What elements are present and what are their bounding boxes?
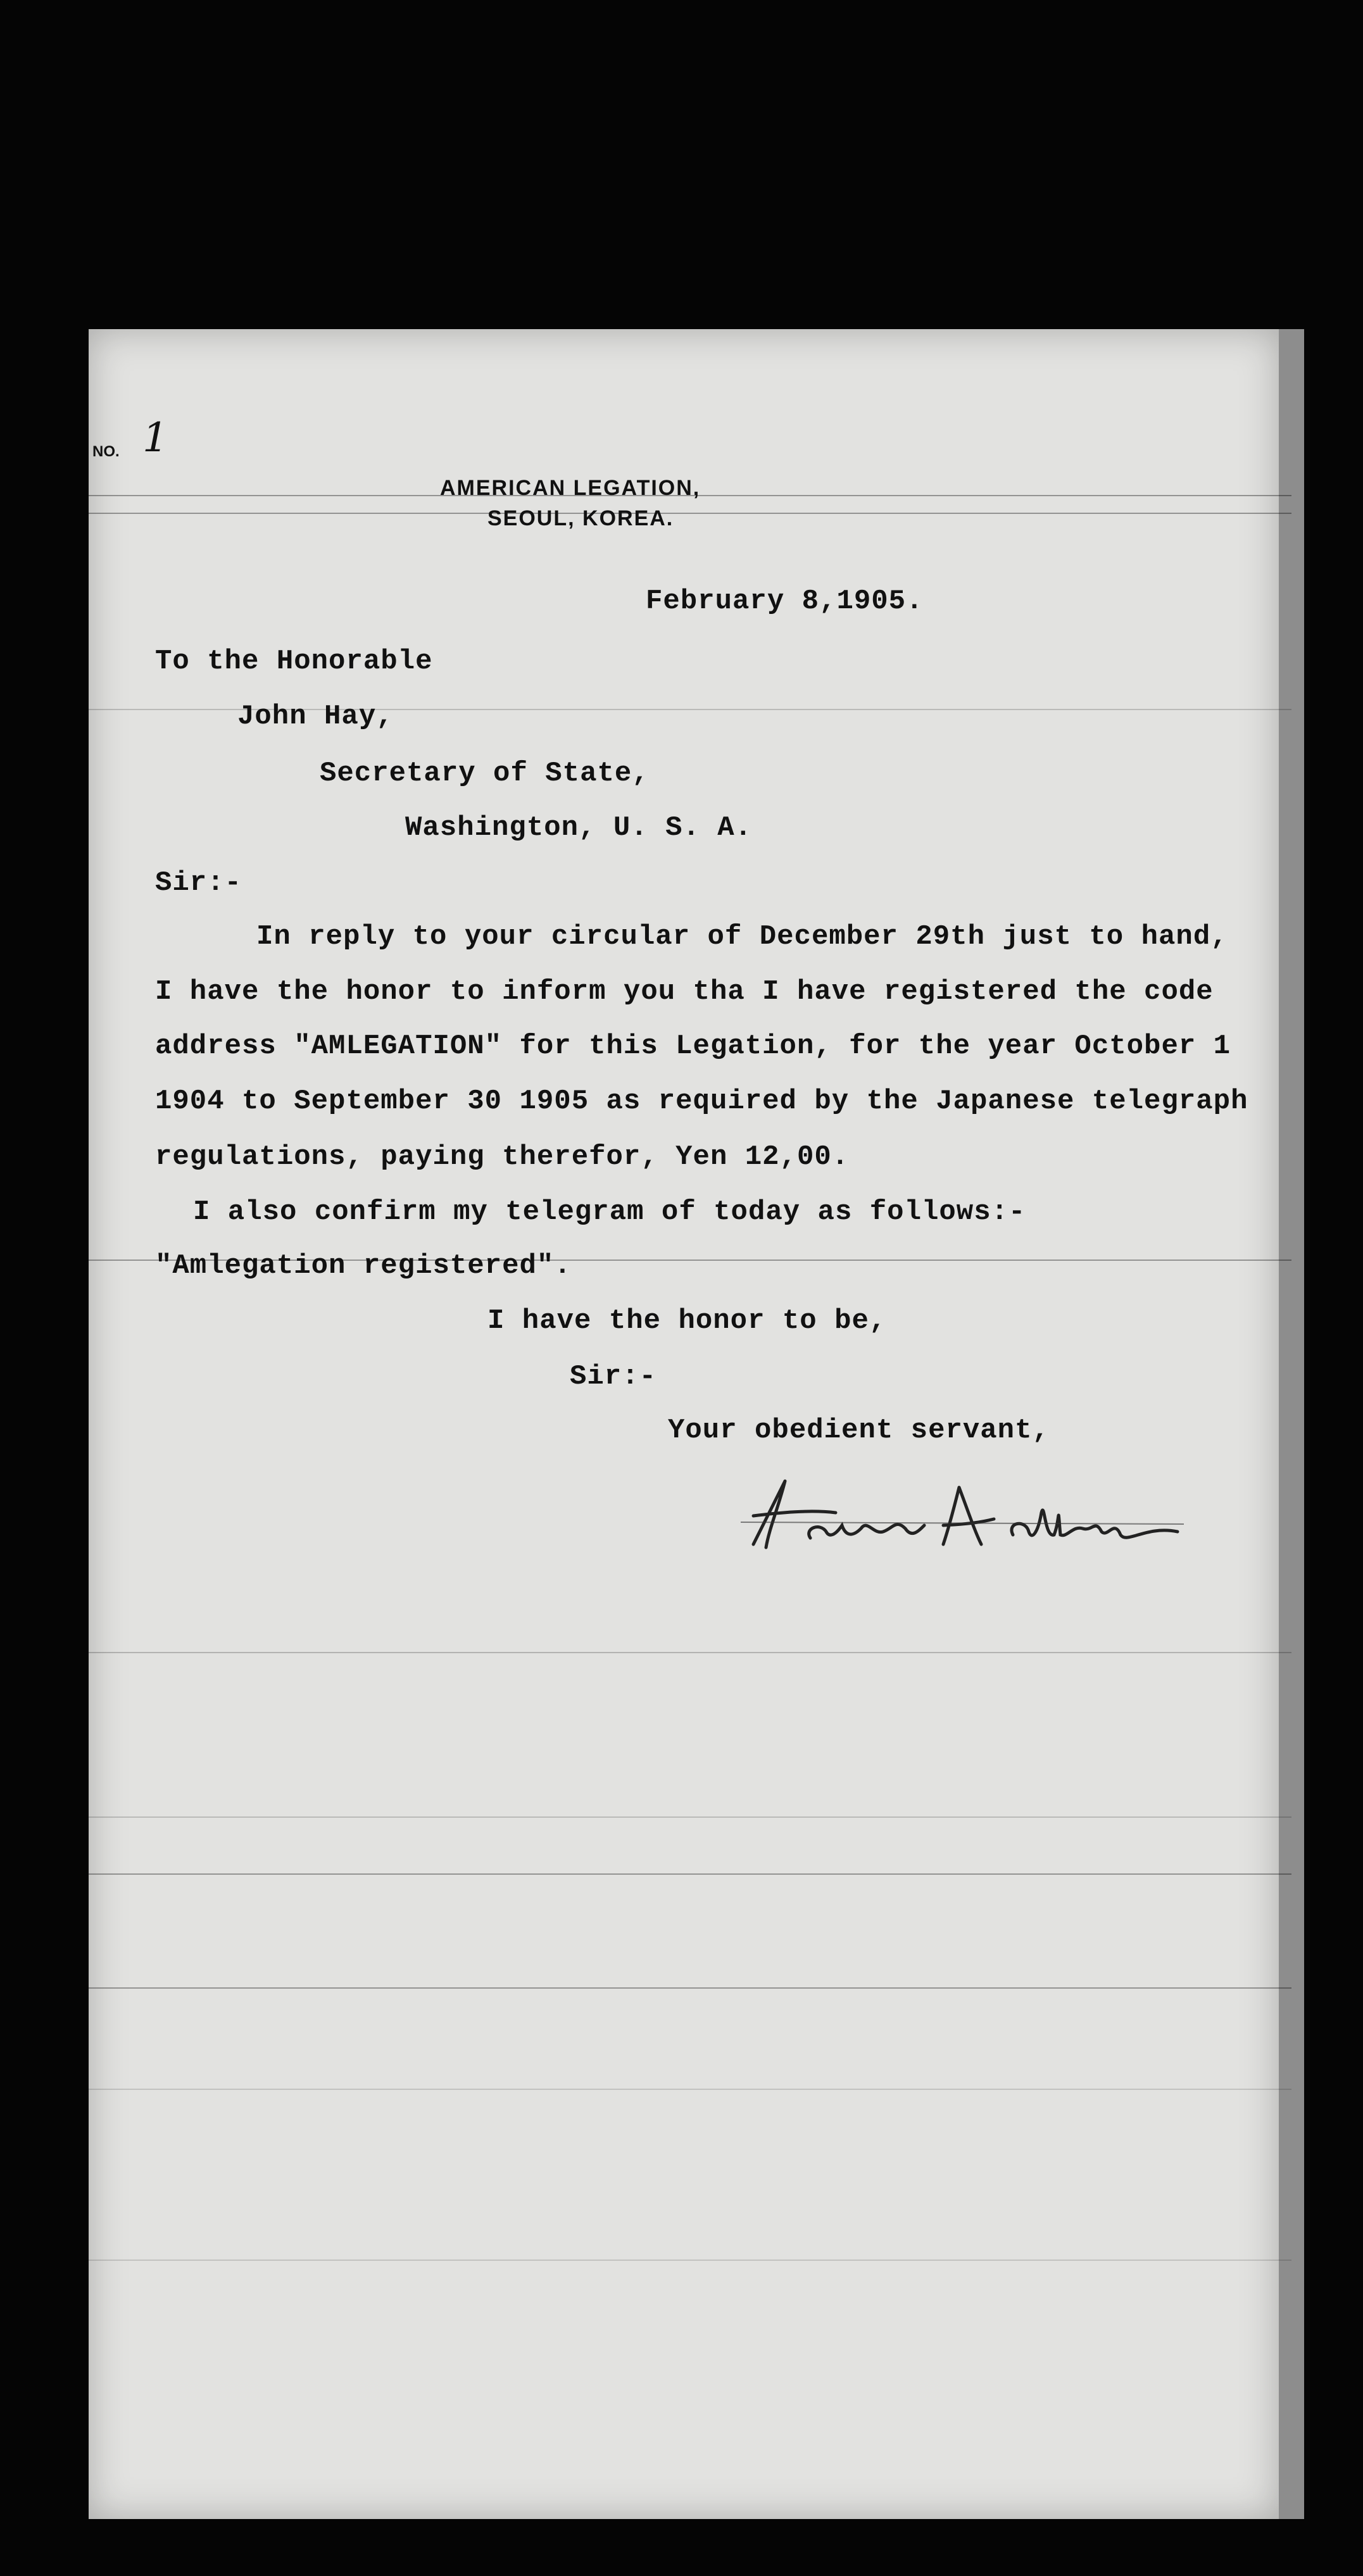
addressee-title: Secretary of State, <box>320 758 650 789</box>
handwritten-signature <box>741 1475 1197 1557</box>
addressee-line: To the Honorable <box>155 646 433 677</box>
body-line: regulations, paying therefor, Yen 12,00. <box>155 1141 850 1173</box>
letterhead-location: SEOUL, KOREA. <box>487 506 674 530</box>
number-value: 1 <box>142 415 168 461</box>
letterhead-legation: AMERICAN LEGATION, <box>440 476 701 500</box>
film-scratch <box>89 1873 1291 1875</box>
film-scratch <box>89 1652 1291 1653</box>
body-line: In reply to your circular of December 29th just to hand, <box>256 921 1228 953</box>
closing-line: Your obedient servant, <box>668 1415 1050 1446</box>
salutation: Sir:- <box>155 867 242 899</box>
closing-line: I have the honor to be, <box>487 1305 887 1337</box>
number-label: NO. <box>92 443 120 460</box>
body-line: I have the honor to inform you tha I have registered the code <box>155 976 1214 1008</box>
addressee-name: John Hay, <box>237 701 394 732</box>
body-line: I also confirm my telegram of today as follows:- <box>193 1196 1026 1228</box>
letter-date: February 8,1905. <box>646 585 924 617</box>
body-line: "Amlegation registered". <box>155 1250 572 1282</box>
film-scratch <box>89 1816 1291 1818</box>
body-line: address "AMLEGATION" for this Legation, for the year October 1 <box>155 1030 1231 1062</box>
addressee-place: Washington, U. S. A. <box>405 812 753 844</box>
closing-line: Sir:- <box>570 1361 657 1392</box>
film-scratch <box>89 1987 1291 1989</box>
film-scratch <box>89 513 1291 514</box>
film-scratch <box>89 2089 1291 2090</box>
body-line: 1904 to September 30 1905 as required by the Japanese telegraph <box>155 1085 1248 1117</box>
film-scratch <box>89 2260 1291 2261</box>
